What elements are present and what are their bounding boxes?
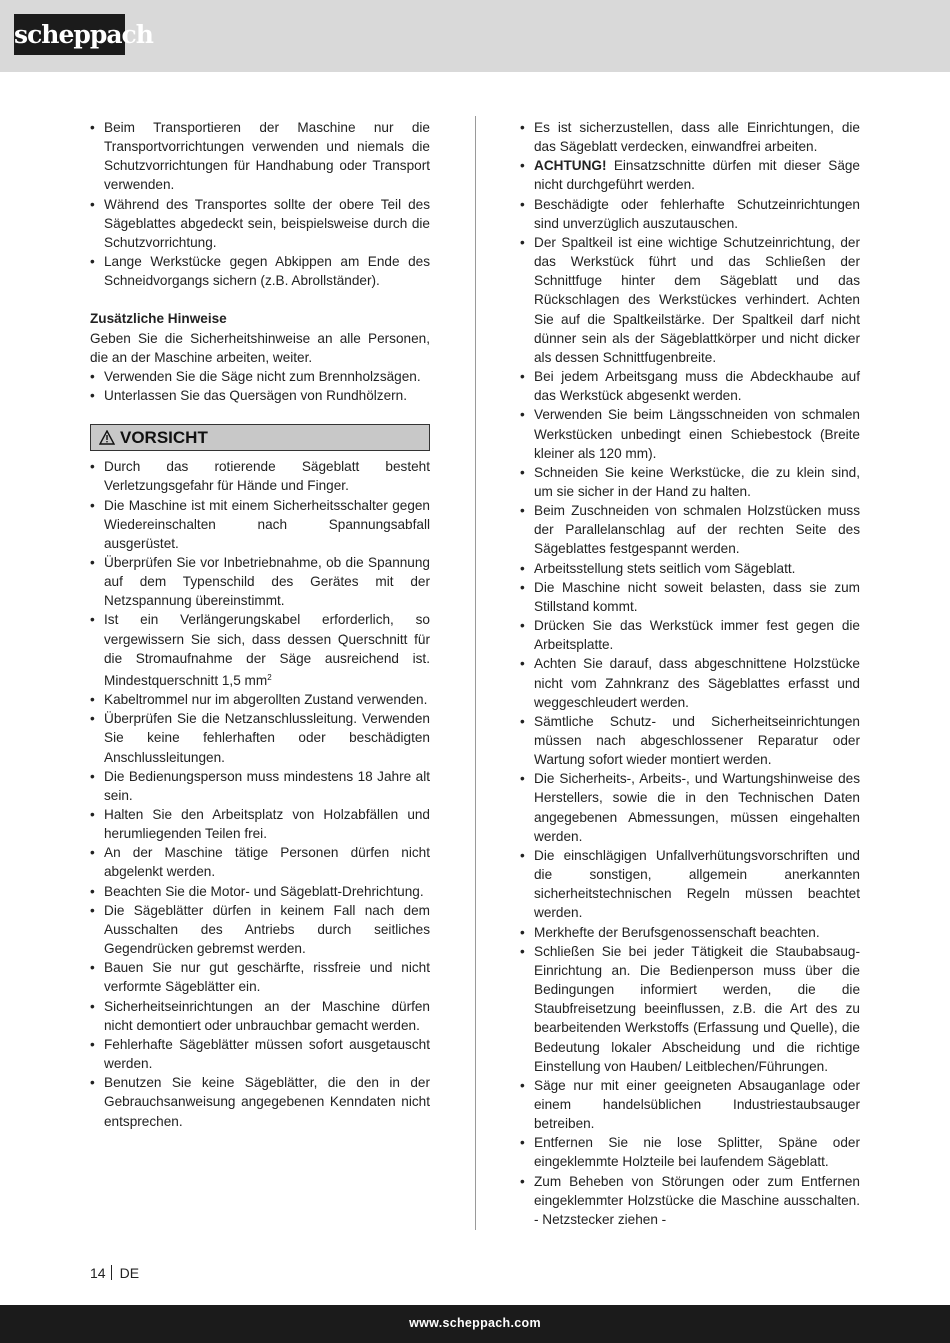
page-number-value: 14 [90, 1265, 106, 1281]
page-number [90, 1265, 139, 1281]
list-item: • Die Maschine ist mit einem Sicherheitsschalter gegen Wiedereinschalten nach Spannungsabfall ausgerüstet. [90, 496, 430, 553]
column-divider [475, 116, 476, 1230]
squared-superscript: 2 [267, 672, 272, 682]
list-item: • Säge nur mit einer geeigneten Absauganlage oder einem handelsüblichen Industriestaubsauger betreiben. [520, 1076, 860, 1133]
list-item: • Beschädigte oder fehlerhafte Schutzeinrichtungen sind unverzüglich auszutauschen. [520, 195, 860, 233]
list-item: • Durch das rotierende Sägeblatt besteht Verletzungsgefahr für Hände und Finger. [90, 457, 430, 495]
safety-list [520, 118, 860, 1229]
section-paragraph: Geben Sie die Sicherheitshinweise an alle Personen, die an der Maschine arbeiten, weiter. [90, 330, 430, 365]
list-item: • Schneiden Sie keine Werkstücke, die zu klein sind, um sie sicher in der Hand zu halten. [520, 463, 860, 501]
list-item: • Die Sicherheits-, Arbeits-, und Wartungshinweise des Herstellers, sowie die in den Technischen Daten angegebenen Abmessungen, müssen eingehalten werden. [520, 769, 860, 846]
page-header [0, 0, 950, 72]
list-item: • Zum Beheben von Störungen oder zum Entfernen eingeklemmter Holzstücke die Maschine ausschalten. - Netzstecker ziehen - [520, 1172, 860, 1229]
list-item: • Bei jedem Arbeitsgang muss die Abdeckhaube auf das Werkstück abgesenkt werden. [520, 367, 860, 405]
language-code: DE [119, 1265, 140, 1281]
website-link[interactable]: www.scheppach.com [409, 1316, 541, 1330]
list-item: • Unterlassen Sie das Quersägen von Rundhölzern. [90, 386, 430, 405]
list-item [520, 156, 860, 194]
list-item: • Arbeitsstellung stets seitlich vom Sägeblatt. [520, 559, 860, 578]
caution-label: VORSICHT [120, 428, 208, 448]
list-item: • Merkhefte der Berufsgenossenschaft beachten. [520, 923, 860, 942]
list-item: • Der Spaltkeil ist eine wichtige Schutzeinrichtung, der das Werkstück führt und das Schließen der Schnittfuge hinter dem Sägeblatt und das Rückschlagen des Werkstückes verhindert. Achten Sie auf die Spaltkeilstärke. Der Spaltkeil darf nicht dünner sein als der Sägeblattkörper und nicht dicker als dessen Schnittfugenbreite. [520, 233, 860, 367]
list-item: • Fehlerhafte Sägeblätter müssen sofort ausgetauscht werden. [90, 1035, 430, 1073]
list-item: • Lange Werkstücke gegen Abkippen am Ende des Schneidvorgangs sichern (z.B. Abrollständer). [90, 252, 430, 290]
page-footer [0, 1305, 950, 1343]
list-item: • Beim Transportieren der Maschine nur die Transportvorrichtungen verwenden und niemals die Schutzvorrichtungen für Handhabung oder Transport verwenden. [90, 118, 430, 195]
scheppach-logo: scheppach [14, 14, 125, 55]
list-item: • Die Sägeblätter dürfen in keinem Fall nach dem Ausschalten des Antriebs durch seitliches Gegendrücken gebremst werden. [90, 901, 430, 958]
achtung-text: Einsatzschnitte dürfen mit dieser Säge nicht durchgeführt werden. [534, 158, 860, 193]
list-item: • Die Bedienungsperson muss mindestens 18 Jahre alt sein. [90, 767, 430, 805]
list-item: • Bauen Sie nur gut geschärfte, rissfreie und nicht verformte Sägeblätter ein. [90, 958, 430, 996]
list-item: • Benutzen Sie keine Sägeblätter, die den in der Gebrauchsanweisung angegebenen Kenndaten nicht entsprechen. [90, 1073, 430, 1130]
list-item: • An der Maschine tätige Personen dürfen nicht abgelenkt werden. [90, 843, 430, 881]
list-item: • Beachten Sie die Motor- und Sägeblatt-Drehrichtung. [90, 882, 430, 901]
left-column [90, 118, 430, 1131]
list-item: • Schließen Sie bei jeder Tätigkeit die Staubabsaug-Einrichtung an. Die Bedienperson muss über die Bedingungen informiert werden, die die Staubfreisetzung beeinflussen, z.B. die Art des zu bearbeitenden Werkstoffs (Erfassung und Quelle), die Bedeutung lokaler Abscheidung und die richtige Einstellung von Hauben/ Leitblechen/Führungen. [520, 942, 860, 1076]
caution-banner [90, 424, 430, 451]
transport-list [90, 118, 430, 290]
list-item: • Sicherheitseinrichtungen an der Maschine dürfen nicht demontiert oder unbrauchbar gemacht werden. [90, 997, 430, 1035]
list-item: • Verwenden Sie die Säge nicht zum Brennholzsägen. [90, 367, 430, 386]
cable-text: Ist ein Verlängerungskabel erforderlich, so vergewissern Sie sich, dass dessen Querschnitt für die Stromaufnahme der Säge ausreichend ist. Mindestquerschnitt 1,5 mm [104, 612, 430, 688]
caution-list [90, 457, 430, 1130]
list-item: • Es ist sicherzustellen, dass alle Einrichtungen, die das Sägeblatt verdecken, einwandfrei arbeiten. [520, 118, 860, 156]
list-item: • Während des Transportes sollte der obere Teil des Sägeblattes abgedeckt sein, beispielsweise durch die Schutzvorrichtung. [90, 195, 430, 252]
right-column [520, 118, 860, 1229]
list-item: • Achten Sie darauf, dass abgeschnittene Holzstücke nicht vom Zahnkranz des Sägeblattes erfasst und weggeschleudert werden. [520, 654, 860, 711]
list-item: • Sämtliche Schutz- und Sicherheitseinrichtungen müssen nach abgeschlossener Reparatur oder Wartung sofort wieder montiert werden. [520, 712, 860, 769]
list-item: • Entfernen Sie nie lose Splitter, Späne oder eingeklemmte Holzteile bei laufendem Sägeblatt. [520, 1133, 860, 1171]
list-item: • Die einschlägigen Unfallverhütungsvorschriften und die sonstigen, allgemein anerkannten sicherheitstechnischen Regeln müssen beachtet werden. [520, 846, 860, 923]
list-item: • Drücken Sie das Werkstück immer fest gegen die Arbeitsplatte. [520, 616, 860, 654]
list-item: • Halten Sie den Arbeitsplatz von Holzabfällen und herumliegenden Teilen frei. [90, 805, 430, 843]
list-item: • Kabeltrommel nur im abgerollten Zustand verwenden. [90, 690, 430, 709]
achtung-label: ACHTUNG! [534, 158, 607, 174]
list-item: • Verwenden Sie beim Längsschneiden von schmalen Werkstücken unbedingt einen Schiebestock (Breite kleiner als 120 mm). [520, 405, 860, 462]
list-item: • Beim Zuschneiden von schmalen Holzstücken muss der Parallelanschlag auf der rechten Seite des Sägeblattes festgespannt werden. [520, 501, 860, 558]
list-item [90, 610, 430, 690]
list-item: • Die Maschine nicht soweit belasten, dass sie zum Stillstand kommt. [520, 578, 860, 616]
additional-notes-list [90, 367, 430, 405]
list-item: • Überprüfen Sie die Netzanschlussleitung. Verwenden Sie keine fehlerhaften oder beschädigten Anschlussleitungen. [90, 709, 430, 766]
page-number-separator [111, 1265, 112, 1280]
list-item: • Überprüfen Sie vor Inbetriebnahme, ob die Spannung auf dem Typenschild des Gerätes mit der Netzspannung übereinstimmt. [90, 553, 430, 610]
warning-triangle-icon [99, 430, 115, 445]
section-heading: Zusätzliche Hinweise [90, 311, 227, 327]
